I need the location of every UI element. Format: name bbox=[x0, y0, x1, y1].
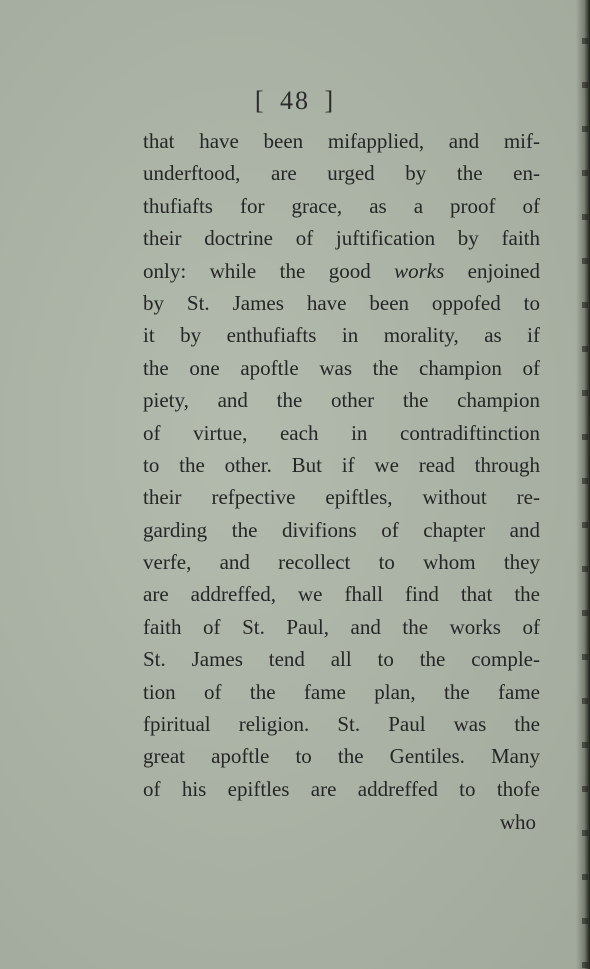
text-line: to the other. But if we read through bbox=[143, 452, 540, 477]
catchword: who bbox=[499, 810, 536, 834]
text-line: underftood, are urged by the en- bbox=[143, 161, 540, 186]
text-line: verfe, and recollect to whom they bbox=[143, 550, 540, 575]
text-line: garding the divifions of chapter and bbox=[143, 517, 540, 542]
close-bracket: ] bbox=[324, 86, 336, 115]
text-line: their refpective epiftles, without re- bbox=[143, 485, 540, 510]
text-line: are addreffed, we fhall find that the bbox=[143, 582, 540, 607]
gutter-binding bbox=[582, 0, 588, 969]
text-line: fpiritual religion. St. Paul was the bbox=[143, 712, 540, 737]
open-bracket: [ bbox=[254, 86, 266, 115]
text-line: piety, and the other the champion bbox=[143, 388, 540, 413]
body-text bbox=[143, 125, 540, 805]
page-header bbox=[0, 86, 590, 116]
text-line: faith of St. Paul, and the works of bbox=[143, 614, 540, 639]
text-line: the one apoftle was the champion of bbox=[143, 355, 540, 380]
text-line-end: enjoined bbox=[444, 258, 540, 283]
text-line: that have been mifapplied, and mif- bbox=[143, 129, 540, 153]
text-line: St. James tend all to the comple- bbox=[143, 647, 540, 672]
text-line: of his epiftles are addreffed to thofe bbox=[143, 776, 540, 801]
page-number: 48 bbox=[280, 86, 310, 115]
text-line: of virtue, each in contradiftinction bbox=[143, 420, 540, 445]
text-line: tion of the fame plan, the fame bbox=[143, 679, 540, 704]
text-line: thufiafts for grace, as a proof of bbox=[143, 193, 540, 218]
text-line-works bbox=[143, 255, 540, 287]
text-line: great apoftle to the Gentiles. Many bbox=[143, 744, 540, 769]
text-line: it by enthufiafts in morality, as if bbox=[143, 323, 540, 348]
text-line-start: only: while the good bbox=[143, 258, 395, 283]
text-line: their doctrine of juftification by faith bbox=[143, 226, 540, 251]
text-line: by St. James have been oppofed to bbox=[143, 290, 540, 315]
italic-word: works bbox=[394, 258, 445, 283]
